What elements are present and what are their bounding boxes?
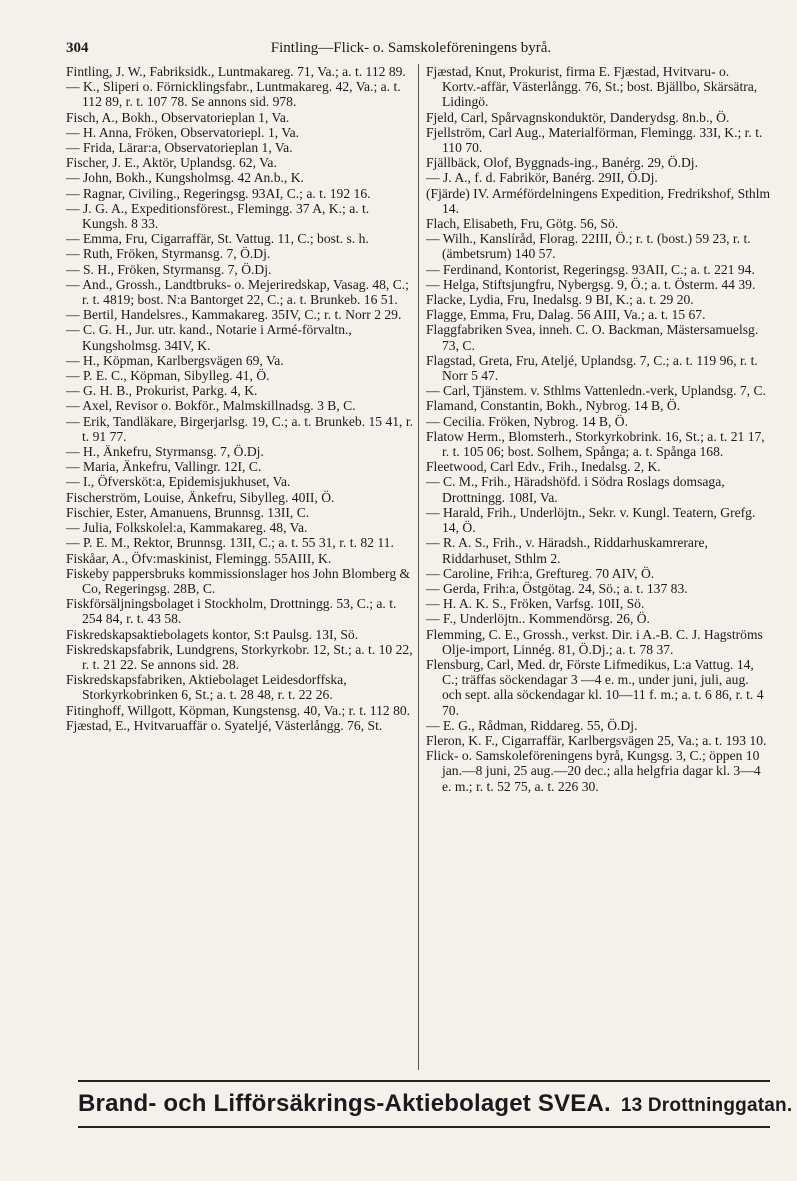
footer-bottom-rule [78,1126,770,1128]
directory-entry: Fisch, A., Bokh., Observatorieplan 1, Va. [66,109,290,125]
directory-entry: — Erik, Tandläkare, Birgerjarlsg. 19, C.; a. t. Brunkeb. 15 41, r. t. 91 77. [66,413,414,444]
directory-entry: — Maria, Änkefru, Vallingr. 12I, C. [66,459,262,475]
directory-entry: — H., Änkefru, Styrmansg. 7, Ö.Dj. [66,444,264,460]
directory-entry: — H. A. K. S., Fröken, Varfsg. 10II, Sö. [426,596,645,612]
directory-entry: Fiskredskapsaktiebolagets kontor, S:t Paulsg. 13I, Sö. [66,626,359,642]
directory-entry: — J. A., f. d. Fabrikör, Banérg. 29II, Ö.Dj. [426,170,658,186]
directory-entry: Fjeld, Carl, Spårvagnskonduktör, Danderydsg. 8n.b., Ö. [426,109,730,125]
directory-entry: Fjæstad, Knut, Prokurist, firma E. Fjæstad, Hvitvaru- o. Kortv.-affär, Västerlångg. 76, St.; bost. Bjällbo, Skärsätra, Lidingö. [426,64,758,110]
directory-entry: — C. G. H., Jur. utr. kand., Notarie i Armé-förvaltn., Kungsholmsg. 34IV, K. [66,322,352,353]
directory-entry: — Ruth, Fröken, Styrmansg. 7, Ö.Dj. [66,246,271,262]
directory-entry: — F., Underlöjtn.. Kommendörsg. 26, Ö. [426,611,650,627]
directory-entry: — And., Grossh., Landtbruks- o. Mejeriredskap, Vasag. 48, C.; r. t. 4819; bost. N:a Bantorget 22, C.; a. t. Brunkeb. 16 51. [66,276,409,308]
directory-entry: Fitinghoff, Willgott, Köpman, Kungstensg. 40, Va.; r. t. 112 80. [66,702,411,718]
page-header [66,40,756,62]
right-column [426,64,771,1072]
directory-entry: — Cecilia. Fröken, Nybrog. 14 B, Ö. [426,413,628,429]
advertisement-text: Brand- och Lifförsäkrings-Aktiebolaget SVEA. [78,1090,611,1117]
directory-entry: — H. Anna, Fröken, Observatoriepl. 1, Va. [66,124,300,140]
directory-entry: — P. E. C., Köpman, Sibylleg. 41, Ö. [66,368,270,384]
directory-entry: — Frida, Lärar:a, Observatorieplan 1, Va. [66,140,293,156]
directory-entry: — Wilh., Kanslíråd, Florag. 22III, Ö.; r. t. (bost.) 59 23, r. t. (ämbetsrum) 140 57. [426,231,751,262]
advertisement-address: 13 Drottninggatan. [620,1095,793,1116]
directory-entry: — Emma, Fru, Cigarraffär, St. Vattug. 11, C.; bost. s. h. [66,231,369,247]
directory-entry: Fintling, J. W., Fabriksidk., Luntmakareg. 71, Va.; a. t. 112 89. [66,64,406,79]
directory-entry: — Gerda, Frih:a, Östgötag. 24, Sö.; a. t. 137 83. [426,580,688,596]
directory-entry: — R. A. S., Frih., v. Häradsh., Riddarhuskamrerare, Riddarhuset, Sthlm 2. [426,535,708,566]
page-number: 304 [66,40,89,56]
directory-entry: Fleron, K. F., Cigarraffär, Karlbergsvägen 25, Va.; a. t. 193 10. [426,732,767,748]
directory-entry: Flagge, Emma, Fru, Dalag. 56 AIII, Va.; a. t. 15 67. [426,307,706,323]
directory-entry: — H., Köpman, Karlbergsvägen 69, Va. [66,352,284,368]
directory-entry: Fischer, J. E., Aktör, Uplandsg. 62, Va. [66,155,277,171]
directory-entry: Fischerström, Louise, Änkefru, Sibylleg. 40II, Ö. [66,489,335,505]
directory-entry: — John, Bokh., Kungsholmsg. 42 An.b., K. [66,170,304,186]
directory-entry: — Harald, Frih., Underlöjtn., Sekr. v. Kungl. Teatern, Grefg. 14, Ö. [426,504,756,536]
directory-entry: (Fjärde) IV. Arméfördelningens Expedition, Fredrikshof, Sthlm 14. [426,185,771,216]
directory-entry: — Ferdinand, Kontorist, Regeringsg. 93AII, C.; a. t. 221 94. [426,261,755,277]
directory-entry: Fiskförsäljningsbolaget i Stockholm, Drottningg. 53, C.; a. t. 254 84, r. t. 43 58. [66,596,397,627]
directory-entry: Fiskredskapsfabrik, Lundgrens, Storkyrkobr. 12, St.; a. t. 10 22, r. t. 21 22. Se annons sid. 28. [66,641,413,672]
directory-entry: — J. G. A., Expeditionsförest., Flemingg. 37 A, K.; a. t. Kungsh. 8 33. [66,200,370,232]
directory-entry: — I., Öfversköt:a, Epidemisjukhuset, Va. [66,474,291,490]
left-column [66,64,414,1072]
directory-entry: — Caroline, Frih:a, Greftureg. 70 AIV, Ö. [426,565,655,581]
directory-entry: — C. M., Frih., Häradshöfd. i Södra Roslags domsaga, Drottningg. 108I, Va. [426,474,725,505]
directory-entry: Flemming, C. E., Grossh., verkst. Dir. i A.-B. C. J. Hagströms Olje-import, Linnég. 81, Ö.Dj.; a. t. 78 37. [426,626,763,657]
directory-entry: Fjällbäck, Olof, Byggnads-ing., Banérg. 29, Ö.Dj. [426,155,698,171]
directory-entry: Flacke, Lydia, Fru, Inedalsg. 9 BI, K.; a. t. 29 20. [426,292,694,308]
column-divider [418,64,419,1070]
directory-entry: Flagstad, Greta, Fru, Ateljé, Uplandsg. 7, C.; a. t. 119 96, r. t. Norr 5 47. [426,352,758,384]
directory-entry: — Helga, Stiftsjungfru, Nybergsg. 9, Ö.; a. t. Österm. 44 39. [426,276,756,292]
directory-entry: — K., Sliperi o. Förnicklingsfabr., Luntmakareg. 42, Va.; a. t. 112 89, r. t. 107 78. Se annons sid. 978. [66,79,401,110]
directory-entry: Flach, Elisabeth, Fru, Götg. 56, Sö. [426,216,619,232]
running-title: Fintling—Flick- o. Samskoleföreningens byrå. [270,40,552,56]
directory-entry: Flatow Herm., Blomsterh., Storkyrkobrink. 16, St.; a. t. 21 17, r. t. 105 06; bost. Solhem, Spånga; a. t. Spånga 168. [426,428,765,460]
directory-entry: Flick- o. Samskoleföreningens byrå, Kungsg. 3, C.; öppen 10 jan.—8 juni, 25 aug.—20 dec.; alla helgfria dagar kl. 3—4 e. m.; r. t. 52 75, a. t. 226 30. [426,748,761,794]
directory-entry: Fiskeby pappersbruks kommissionslager hos John Blomberg & Co, Regeringsg. 28B, C. [66,565,411,596]
directory-entry: Flensburg, Carl, Med. dr, Förste Lifmedikus, L:a Vattug. 14, C.; träffas söckendagar 3 —4 e. m., under juni, juli, aug. och sept. alla söckendagar kl. 10—11 f. m.; a. t. 6 86, r. t. 4 70. [426,656,764,718]
directory-entry: Fischier, Ester, Amanuens, Brunnsg. 13II, C. [66,504,310,520]
footer-advertisement [78,1084,793,1124]
footer-top-rule [78,1080,770,1082]
directory-entry: Fjæstad, E., Hvitvaruaffär o. Syateljé, Västerlångg. 76, St. [66,717,383,733]
directory-entry: — Julia, Folkskolel:a, Kammakareg. 48, Va. [66,520,308,536]
directory-entry: — S. H., Fröken, Styrmansg. 7, Ö.Dj. [66,261,272,277]
directory-entry: — E. G., Rådman, Riddareg. 55, Ö.Dj. [426,717,638,733]
directory-entry: — Bertil, Handelsres., Kammakareg. 35IV, C.; r. t. Norr 2 29. [66,307,402,323]
directory-entry: — Carl, Tjänstem. v. Sthlms Vattenledn.-verk, Uplandsg. 7, C. [426,383,766,399]
directory-entry: Fiskredskapsfabriken, Aktiebolaget Leidesdorffska, Storkyrkobrinken 6, St.; a. t. 28 48, r. t. 22 26. [66,672,347,703]
directory-entry: — Axel, Revisor o. Bokför., Malmskillnadsg. 3 B, C. [66,398,356,414]
directory-entry: Flamand, Constantin, Bokh., Nybrog. 14 B, Ö. [426,398,681,414]
directory-entry: — P. E. M., Rektor, Brunnsg. 13II, C.; a. t. 55 31, r. t. 82 11. [66,535,394,551]
directory-entry: — G. H. B., Prokurist, Parkg. 4, K. [66,383,258,399]
directory-entry: Fiskåar, A., Öfv:maskinist, Flemingg. 55AIII, K. [66,550,332,566]
directory-entry: Fleetwood, Carl Edv., Frih., Inedalsg. 2, K. [426,459,661,475]
directory-entry: Flaggfabriken Svea, inneh. C. O. Backman, Mästersamuelsg. 73, C. [426,322,759,353]
directory-entry: — Ragnar, Civiling., Regeringsg. 93AI, C.; a. t. 192 16. [66,185,371,201]
directory-entry: Fjellström, Carl Aug., Materialförman, Flemingg. 33I, K.; r. t. 110 70. [426,124,763,156]
